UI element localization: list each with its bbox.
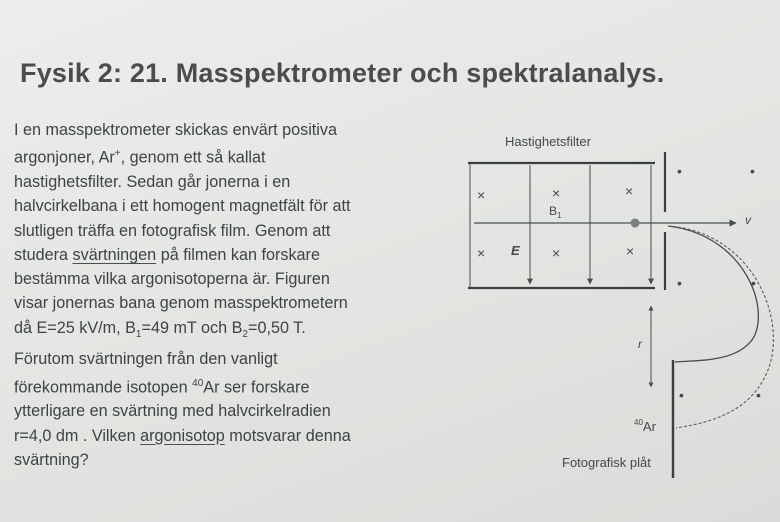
b-field-cross: × (552, 245, 561, 261)
problem-line: svärtning? (14, 450, 89, 469)
b2-field-dot: • (750, 163, 755, 179)
problem-line: I en masspektrometer skickas envärt positiva (14, 121, 337, 139)
b2-field-dot: • (677, 163, 682, 179)
plate-label: Fotografisk plåt (562, 455, 651, 470)
problem-line: studera svärtningen på filmen kan forskare (14, 245, 320, 264)
problem-line: argonjoner, Ar+, genom ett så kallat (14, 148, 266, 167)
radius-label: r (638, 337, 642, 351)
problem-line: halvcirkelbana i ett homogent magnetfält för att (14, 197, 351, 216)
underlined-word: svärtningen (72, 245, 157, 264)
problem-line: visar jonernas bana genom masspektrometern (14, 294, 348, 313)
page-title: Fysik 2: 21. Masspektrometer och spektralanalys. (20, 58, 665, 88)
e-label: E (511, 243, 520, 258)
problem-line: förekommande isotopen $^{40}$Ar ser forskare (14, 377, 310, 396)
b-field-cross: × (477, 187, 486, 203)
velocity-filter-label: Hastighetsfilter (505, 134, 591, 149)
b1-label: $B_1$ (549, 204, 562, 220)
b2-field-dot: • (751, 275, 756, 291)
underlined-word: argonisotop (140, 426, 225, 445)
problem-line: slutligen träffa en fotografisk film. Genom att (14, 221, 331, 240)
velocity-label: v (745, 213, 751, 227)
b-field-cross: × (477, 245, 486, 261)
problem-line: bestämma vilka argonisotoperna är. Figuren (14, 270, 330, 289)
b2-field-dot: • (756, 387, 761, 403)
b2-field-dot: • (677, 275, 682, 291)
problem-line: hastighetsfilter. Sedan går jonerna i en (14, 172, 291, 191)
problem-line: då E=25 kV/m, $B_1=49$ mT och $B_2=0,50$ T. (14, 318, 306, 340)
problem-line: ytterligare en svärtning med halvcirkelradien (14, 402, 331, 421)
ar40-label: $^{40}$Ar (634, 418, 656, 434)
b-field-cross: × (626, 243, 635, 259)
b-field-cross: × (625, 183, 634, 199)
problem-line: Förutom svärtningen från den vanligt (14, 350, 278, 369)
ar40-trajectory (668, 226, 758, 362)
problem-line: r=4,0 dm . Vilken argonisotop motsvarar denna (14, 426, 351, 445)
b-field-cross: × (552, 185, 561, 201)
ion-particle (631, 219, 640, 228)
b2-field-dot: • (679, 387, 684, 403)
